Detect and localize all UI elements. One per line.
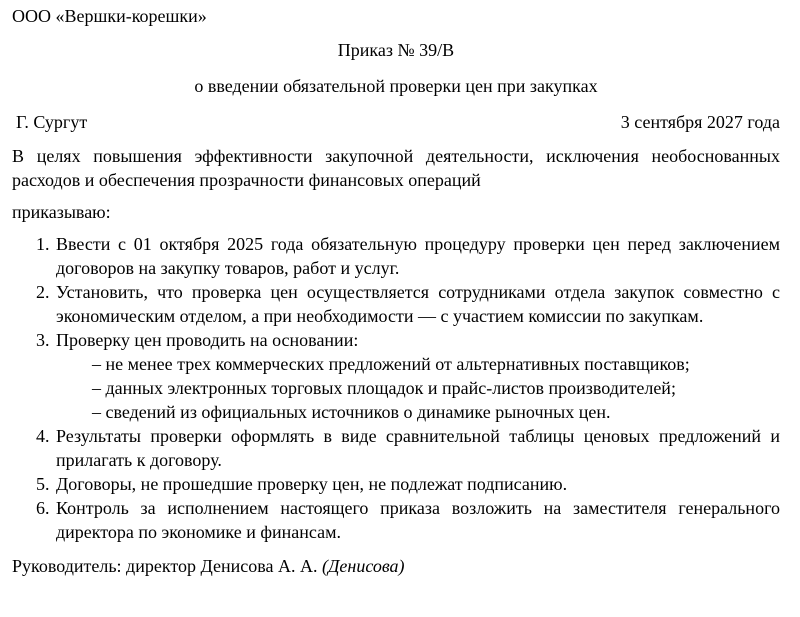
list-item <box>12 280 780 328</box>
item-number: 3. <box>36 330 50 350</box>
signature-label: Руководитель: директор Денисова А. А. <box>12 556 318 576</box>
sub-item: – данных электронных торговых площадок и прайс-листов производителей; <box>92 378 676 398</box>
list-item <box>12 328 780 424</box>
item-number: 1. <box>36 234 50 254</box>
sub-item: – не менее трех коммерческих предложений от альтернативных поставщиков; <box>92 354 690 374</box>
order-subtitle: о введении обязательной проверки цен при закупках <box>194 76 598 96</box>
item-text: Договоры, не прошедшие проверку цен, не подлежат подписанию. <box>56 474 568 494</box>
list-item <box>12 496 780 544</box>
item-text: Результаты проверки оформлять в виде сравнительной таблицы ценовых предложений и прилагать к договору. <box>56 426 780 470</box>
item-text: Проверку цен проводить на основании: <box>56 330 359 350</box>
city: Г. Сургут <box>16 112 88 132</box>
item-number: 4. <box>36 426 50 446</box>
signature-name: (Денисова) <box>321 556 405 576</box>
item-number: 2. <box>36 282 50 302</box>
organization-name: ООО «Вершки-корешки» <box>12 6 207 26</box>
item-text: Контроль за исполнением настоящего приказа возложить на заместителя генерального директора по экономике и финансам. <box>56 498 780 542</box>
item-number: 5. <box>36 474 50 494</box>
city-date-line <box>12 110 780 134</box>
list-item <box>12 424 780 472</box>
subitems-list <box>56 352 780 424</box>
item-text: Установить, что проверка цен осуществляется сотрудниками отдела закупок совместно с экономическим отделом, а при необходимости — с участием комиссии по закупкам. <box>56 282 780 326</box>
preamble: В целях повышения эффективности закупочной деятельности, исключения необоснованных расходов и обеспечения прозрачности финансовых операций <box>12 146 780 190</box>
item-number: 6. <box>36 498 50 518</box>
order-word: приказываю: <box>12 202 111 222</box>
sub-item: – сведений из официальных источников о динамике рыночных цен. <box>92 402 611 422</box>
signature-line <box>12 554 780 578</box>
list-item <box>12 232 780 280</box>
order-date: 3 сентября 2027 года <box>620 112 780 132</box>
list-item <box>12 472 780 496</box>
item-text: Ввести с 01 октября 2025 года обязательную процедуру проверки цен перед заключением договоров на закупку товаров, работ и услуг. <box>56 234 780 278</box>
order-title: Приказ № 39/В <box>337 40 455 60</box>
order-items-list <box>12 232 780 544</box>
